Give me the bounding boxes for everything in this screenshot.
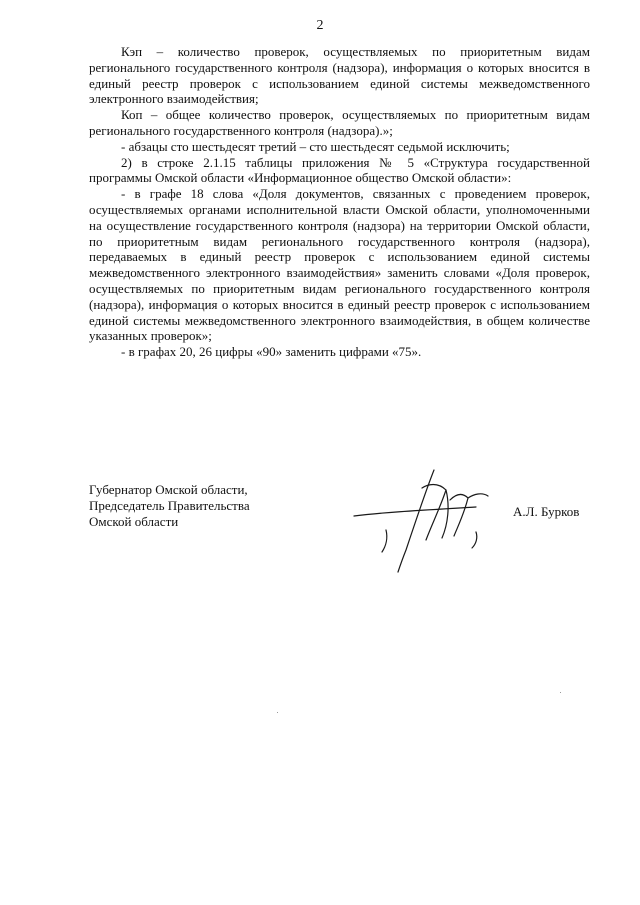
paragraph-columns-20-26-amendment: - в графах 20, 26 цифры «90» заменить цифрами «75». xyxy=(121,344,422,360)
signatory-title xyxy=(89,482,309,529)
paragraph-table-row-amendment: 2) в строке 2.1.15 таблицы приложения № 5 «Структура государственной программы Омской области «Информационное общество Омской области»: xyxy=(89,154,590,186)
signatory-title-line: Омской области xyxy=(89,513,179,529)
paragraph-kep-definition: Кэп – количество проверок, осуществляемых по приоритетным видам регионального государственного контроля (надзора), информация о которых вносится в единый реестр проверок с использованием единой системы межведомственного электронного взаимодействия; xyxy=(89,44,590,107)
paragraph-kop-definition: Коп – общее количество проверок, осуществляемых по приоритетным видам регионального государственного контроля (надзора).»; xyxy=(89,107,590,138)
document-body xyxy=(89,44,590,360)
handwritten-signature xyxy=(346,460,506,575)
scan-speck xyxy=(560,692,561,693)
signatory-name: А.Л. Бурков xyxy=(513,504,580,519)
page-number: 2 xyxy=(316,18,324,33)
paragraph-column-18-amendment: - в графе 18 слова «Доля документов, связанных с проведением проверок, осуществляемых органами исполнительной власти Омской области, уполномоченными на осуществление государственного контроля (надзора) на территории Омской области, по приоритетным видам регионального государственного контроля (надзора), передаваемых в единый реестр проверок с использованием единой системы межведомственного электронного взаимодействия» заменить словами «Доля проверок, осуществляемых по приоритетным видам регионального государственного контроля (надзора), информация о которых вносится в единый реестр проверок с использованием единой системы межведомственного электронного взаимодействия, в общем количестве указанных проверок»; xyxy=(89,186,590,344)
signatory-title-line: Губернатор Омской области, xyxy=(89,482,248,497)
paragraph-exclude-clauses: - абзацы сто шестьдесят третий – сто шестьдесят седьмой исключить; xyxy=(121,138,510,154)
signatory-title-line: Председатель Правительства xyxy=(89,497,250,513)
scan-speck xyxy=(277,712,278,713)
